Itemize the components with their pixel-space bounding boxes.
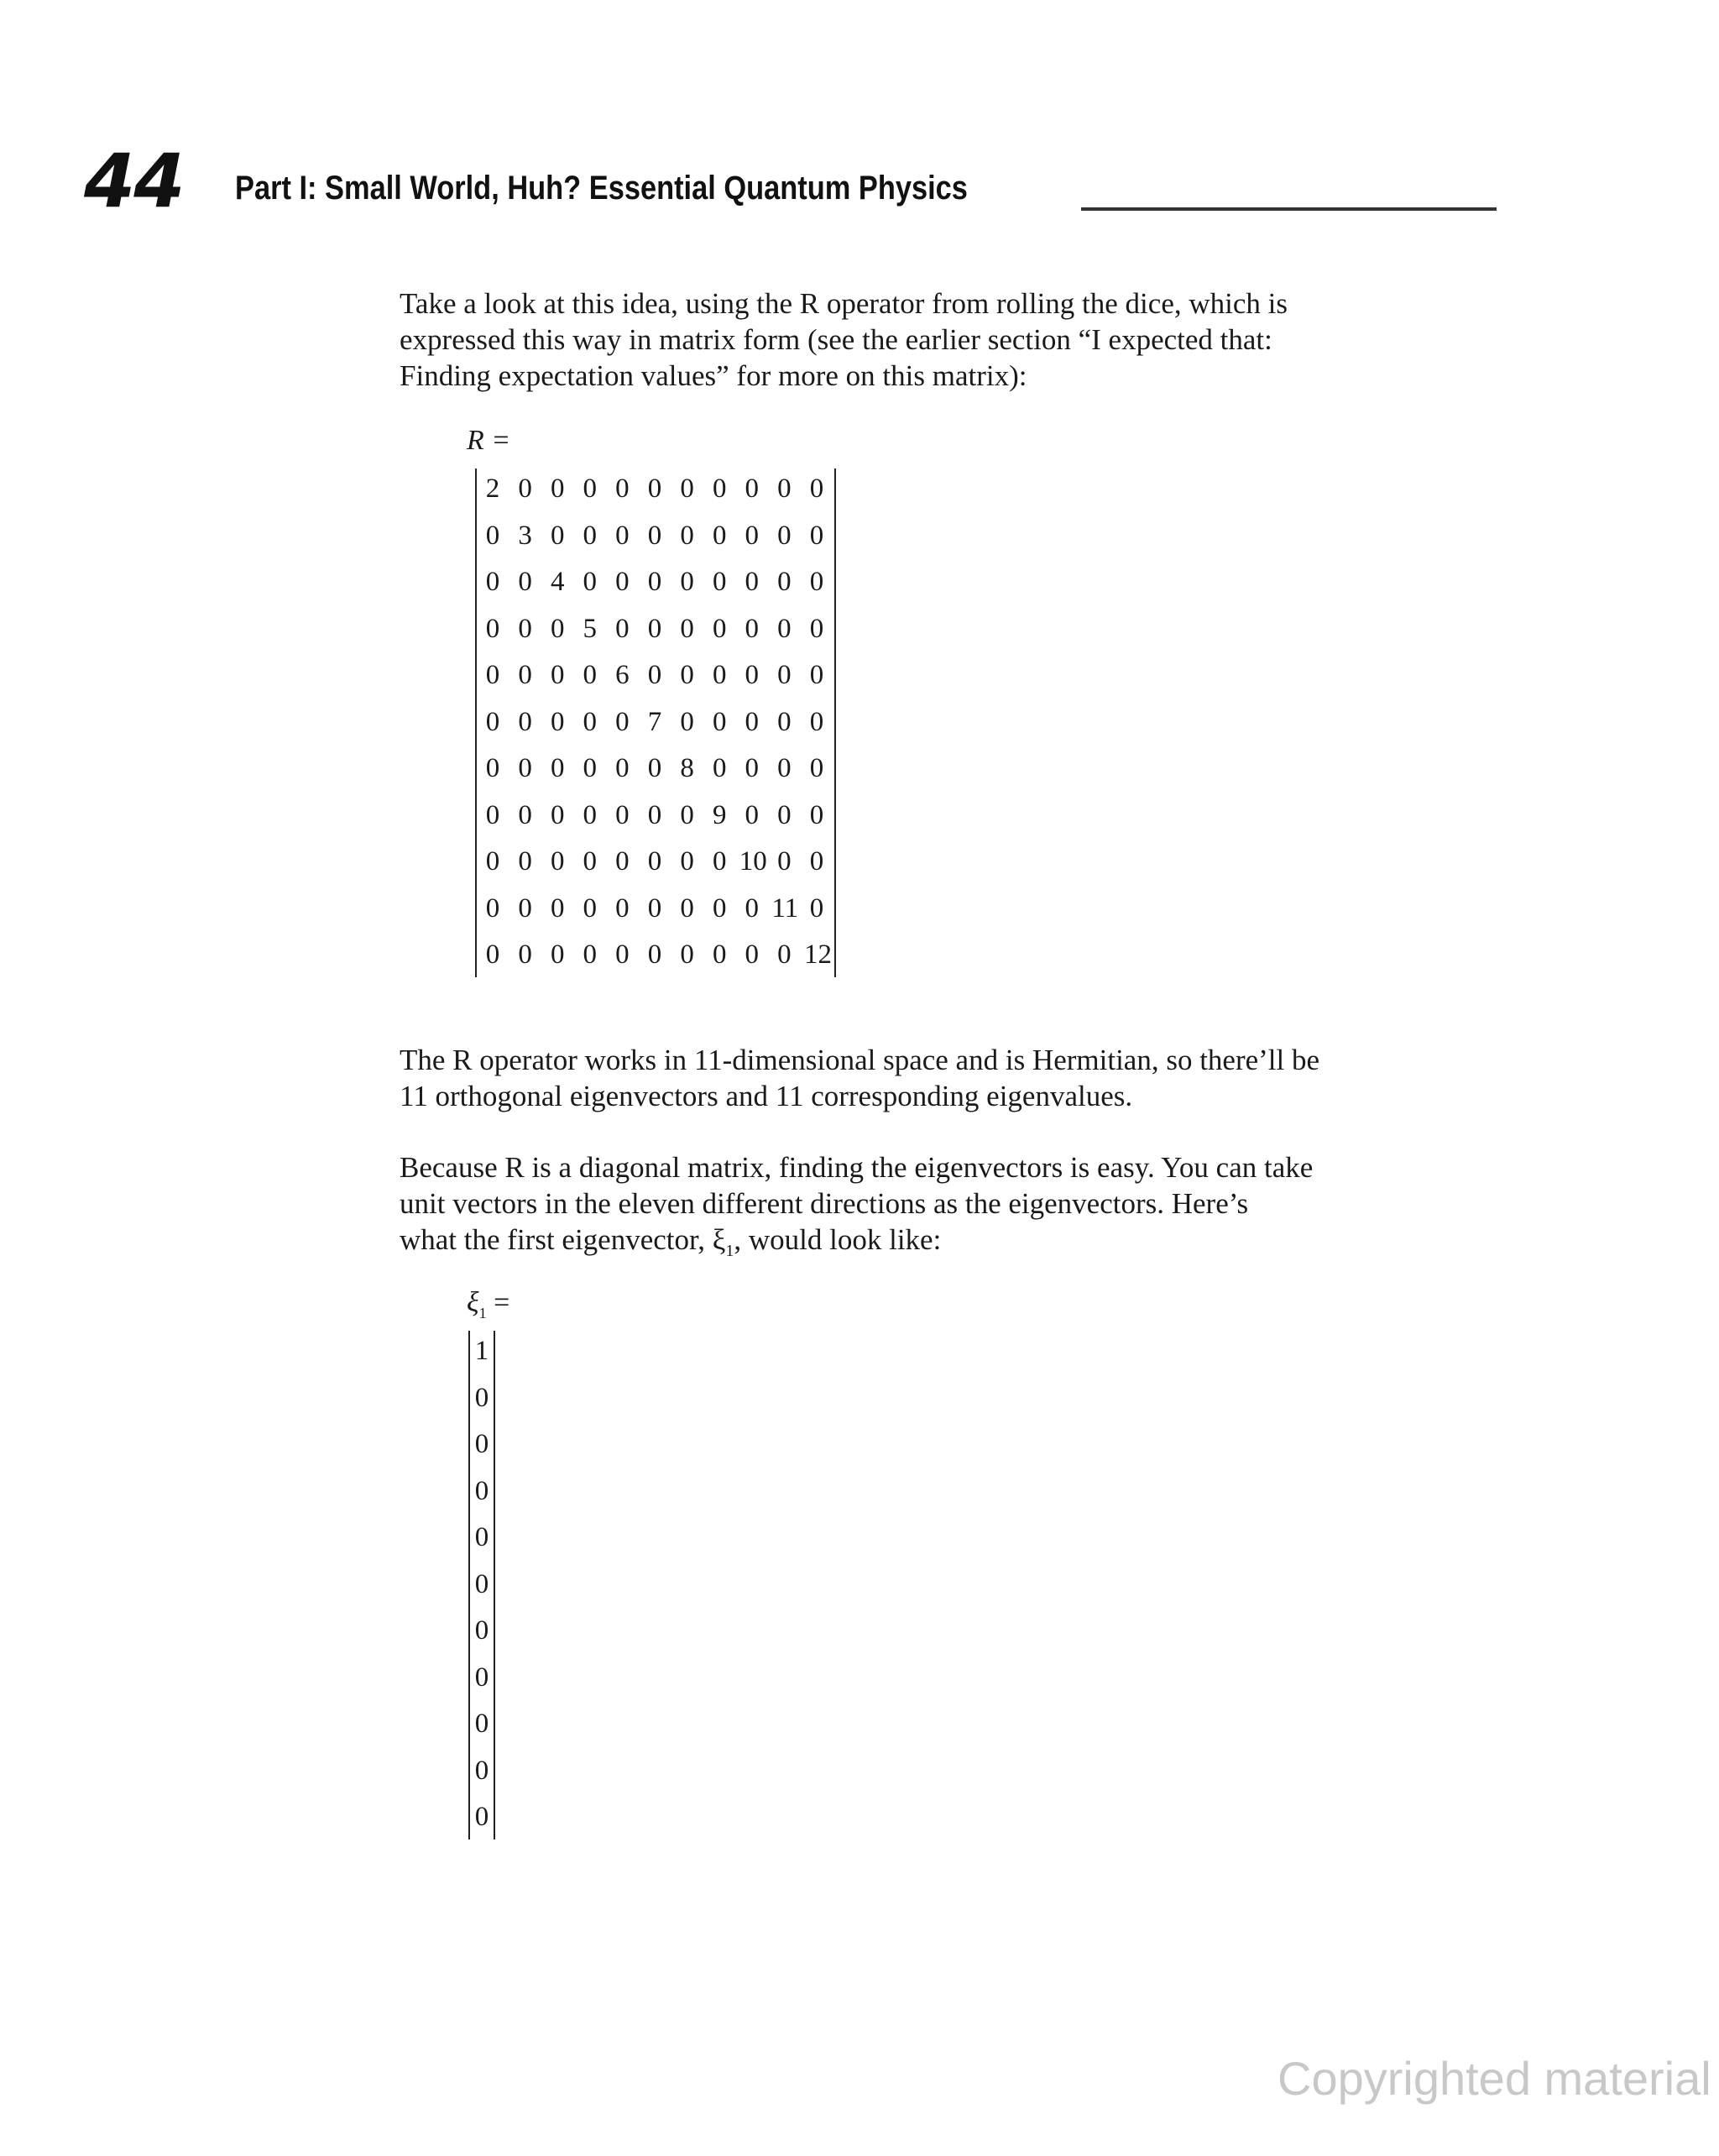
xi-subscript: 1 bbox=[478, 1304, 487, 1321]
matrix-cell: 0 bbox=[745, 613, 760, 644]
matrix-cell: 0 bbox=[485, 660, 500, 690]
matrix-cell: 0 bbox=[615, 939, 630, 970]
vector-cell: 0 bbox=[474, 1475, 489, 1506]
line-text: what the first eigenvector, bbox=[400, 1223, 713, 1256]
intro-paragraph bbox=[400, 285, 1501, 394]
matrix-cell: 0 bbox=[680, 846, 694, 877]
matrix-cell: 0 bbox=[745, 660, 760, 690]
matrix-cell: 0 bbox=[518, 753, 532, 783]
matrix-cell: 0 bbox=[745, 799, 760, 830]
paragraph-line: Because R is a diagonal matrix, finding the eigenvectors is easy. You can take bbox=[400, 1151, 1314, 1184]
matrix-cell: 0 bbox=[615, 520, 630, 551]
matrix-cell: 0 bbox=[712, 753, 727, 783]
vector-cell: 0 bbox=[474, 1802, 489, 1832]
matrix-cell: 0 bbox=[518, 660, 532, 690]
xi-subscript: 1 bbox=[725, 1242, 734, 1260]
matrix-row bbox=[477, 892, 834, 925]
matrix-cell: 0 bbox=[518, 474, 532, 504]
matrix-cell: 0 bbox=[615, 613, 630, 644]
header-rule bbox=[1081, 207, 1497, 211]
matrix-cell: 0 bbox=[615, 753, 630, 783]
vector-cell: 0 bbox=[474, 1429, 489, 1459]
matrix-row bbox=[477, 798, 834, 832]
matrix-cell: 0 bbox=[809, 706, 824, 737]
matrix-cell: 0 bbox=[647, 799, 662, 830]
matrix-cell: 0 bbox=[518, 846, 532, 877]
matrix-cell: 0 bbox=[647, 660, 662, 690]
matrix-cell: 0 bbox=[550, 474, 565, 504]
matrix-cell: 0 bbox=[485, 613, 500, 644]
matrix-row bbox=[477, 938, 834, 971]
vector-label bbox=[467, 1289, 509, 1321]
matrix-cell: 0 bbox=[485, 520, 500, 551]
equals-sign: = bbox=[486, 1287, 510, 1318]
matrix-cell: 0 bbox=[809, 660, 824, 690]
matrix-cell: 0 bbox=[485, 753, 500, 783]
matrix-cell: 0 bbox=[518, 567, 532, 597]
matrix-cell: 0 bbox=[712, 567, 727, 597]
matrix-cell: 0 bbox=[518, 799, 532, 830]
matrix-cell: 0 bbox=[745, 892, 760, 924]
matrix-cell: 0 bbox=[745, 567, 760, 597]
matrix-cell: 0 bbox=[680, 706, 694, 737]
matrix-cell: 0 bbox=[680, 474, 694, 504]
matrix-cell: 0 bbox=[777, 706, 792, 737]
matrix-row bbox=[477, 658, 834, 692]
matrix-cell: 0 bbox=[583, 706, 598, 737]
matrix-cell: 0 bbox=[777, 613, 792, 644]
matrix-cell: 0 bbox=[550, 613, 565, 644]
matrix-cell: 0 bbox=[550, 939, 565, 970]
paragraph-line: Finding expectation values” for more on this matrix): bbox=[400, 359, 1027, 392]
matrix-cell: 0 bbox=[485, 846, 500, 877]
matrix-cell: 0 bbox=[712, 706, 727, 737]
matrix-cell: 0 bbox=[550, 753, 565, 783]
matrix-row bbox=[477, 472, 834, 505]
matrix-cell: 2 bbox=[485, 474, 500, 504]
matrix-cell: 3 bbox=[518, 520, 532, 551]
matrix-cell: 0 bbox=[680, 892, 694, 924]
matrix-cell: 0 bbox=[777, 474, 792, 504]
matrix-cell: 0 bbox=[615, 567, 630, 597]
matrix-cell: 0 bbox=[647, 939, 662, 970]
matrix-cell: 0 bbox=[809, 753, 824, 783]
matrix-cell: 5 bbox=[583, 613, 598, 644]
matrix-row bbox=[477, 612, 834, 646]
matrix-cell: 0 bbox=[485, 799, 500, 830]
matrix-cell: 0 bbox=[583, 753, 598, 783]
matrix-cell: 0 bbox=[485, 939, 500, 970]
hermitian-paragraph bbox=[400, 1042, 1501, 1114]
matrix-cell: 0 bbox=[583, 520, 598, 551]
matrix-cell: 0 bbox=[809, 613, 824, 644]
matrix-cell: 0 bbox=[712, 474, 727, 504]
vector-cell: 0 bbox=[474, 1709, 489, 1739]
matrix-cell: 0 bbox=[550, 706, 565, 737]
matrix-cell: 0 bbox=[777, 753, 792, 783]
matrix-cell: 0 bbox=[583, 474, 598, 504]
matrix-cell: 0 bbox=[809, 474, 824, 504]
matrix-cell: 11 bbox=[771, 892, 799, 924]
matrix-cell: 0 bbox=[777, 799, 792, 830]
matrix-label-text: R = bbox=[467, 425, 511, 456]
xi-symbol: ξ bbox=[712, 1223, 726, 1256]
xi-symbol: ξ bbox=[467, 1287, 479, 1318]
matrix-cell: 9 bbox=[712, 799, 727, 830]
matrix-cell: 0 bbox=[615, 474, 630, 504]
matrix-cell: 0 bbox=[485, 706, 500, 737]
matrix-cell: 0 bbox=[712, 660, 727, 690]
running-head: Part I: Small World, Huh? Essential Quantum Physics bbox=[235, 170, 968, 207]
matrix-cell: 0 bbox=[647, 892, 662, 924]
matrix-row bbox=[477, 705, 834, 739]
paragraph-line: 11 orthogonal eigenvectors and 11 corresponding eigenvalues. bbox=[400, 1080, 1133, 1112]
matrix-label bbox=[467, 426, 510, 455]
vector-cell: 0 bbox=[474, 1755, 489, 1786]
vector-cell: 0 bbox=[474, 1382, 489, 1413]
matrix-cell: 0 bbox=[615, 706, 630, 737]
matrix-cell: 0 bbox=[745, 474, 760, 504]
matrix-cell: 0 bbox=[777, 846, 792, 877]
matrix-cell: 0 bbox=[712, 939, 727, 970]
vector-cell: 0 bbox=[474, 1522, 489, 1552]
matrix-cell: 0 bbox=[745, 520, 760, 551]
r-operator-matrix bbox=[475, 468, 836, 977]
matrix-cell: 0 bbox=[550, 660, 565, 690]
matrix-cell: 6 bbox=[615, 660, 630, 690]
matrix-cell: 0 bbox=[647, 613, 662, 644]
matrix-cell: 0 bbox=[809, 520, 824, 551]
matrix-cell: 0 bbox=[680, 939, 694, 970]
matrix-cell: 0 bbox=[518, 892, 532, 924]
matrix-cell: 0 bbox=[583, 567, 598, 597]
matrix-cell: 0 bbox=[712, 846, 727, 877]
copyright-watermark: Copyrighted material bbox=[1277, 2052, 1711, 2105]
matrix-cell: 0 bbox=[518, 613, 532, 644]
matrix-cell: 0 bbox=[550, 846, 565, 877]
matrix-cell: 0 bbox=[647, 520, 662, 551]
matrix-cell: 0 bbox=[680, 613, 694, 644]
matrix-cell: 0 bbox=[680, 799, 694, 830]
matrix-cell: 0 bbox=[745, 753, 760, 783]
eigenvector-paragraph bbox=[400, 1149, 1501, 1269]
vector-cell: 1 bbox=[474, 1336, 489, 1366]
matrix-cell: 0 bbox=[615, 846, 630, 877]
matrix-cell: 0 bbox=[680, 567, 694, 597]
vector-cell: 0 bbox=[474, 1568, 489, 1599]
matrix-cell: 4 bbox=[550, 567, 565, 597]
matrix-cell: 0 bbox=[583, 799, 598, 830]
matrix-cell: 0 bbox=[809, 567, 824, 597]
matrix-cell: 0 bbox=[647, 846, 662, 877]
matrix-cell: 12 bbox=[804, 939, 832, 970]
matrix-cell: 0 bbox=[583, 939, 598, 970]
matrix-cell: 0 bbox=[550, 799, 565, 830]
matrix-cell: 0 bbox=[550, 520, 565, 551]
matrix-cell: 0 bbox=[647, 567, 662, 597]
matrix-cell: 0 bbox=[518, 939, 532, 970]
matrix-cell: 0 bbox=[680, 520, 694, 551]
matrix-cell: 0 bbox=[777, 939, 792, 970]
matrix-cell: 8 bbox=[680, 753, 694, 783]
vector-cell: 0 bbox=[474, 1615, 489, 1646]
paragraph-line: unit vectors in the eleven different directions as the eigenvectors. Here’s bbox=[400, 1187, 1249, 1220]
eigenvector-column bbox=[468, 1331, 495, 1839]
matrix-cell: 0 bbox=[583, 892, 598, 924]
matrix-row bbox=[477, 519, 834, 552]
matrix-cell: 10 bbox=[739, 846, 767, 877]
page-number: 44 bbox=[84, 138, 184, 224]
matrix-cell: 7 bbox=[647, 706, 662, 737]
matrix-cell: 0 bbox=[647, 753, 662, 783]
matrix-cell: 0 bbox=[647, 474, 662, 504]
paragraph-line bbox=[400, 1222, 1501, 1269]
matrix-cell: 0 bbox=[777, 520, 792, 551]
paragraph-line: expressed this way in matrix form (see the earlier section “I expected that: bbox=[400, 323, 1272, 356]
matrix-cell: 0 bbox=[680, 660, 694, 690]
matrix-cell: 0 bbox=[712, 520, 727, 551]
matrix-cell: 0 bbox=[615, 799, 630, 830]
matrix-cell: 0 bbox=[518, 706, 532, 737]
matrix-cell: 0 bbox=[712, 613, 727, 644]
matrix-cell: 0 bbox=[745, 706, 760, 737]
vector-cell: 0 bbox=[474, 1661, 489, 1693]
matrix-cell: 0 bbox=[485, 892, 500, 924]
matrix-cell: 0 bbox=[745, 939, 760, 970]
matrix-cell: 0 bbox=[712, 892, 727, 924]
matrix-row bbox=[477, 565, 834, 599]
matrix-cell: 0 bbox=[583, 660, 598, 690]
line-text: , would look like: bbox=[734, 1223, 942, 1256]
matrix-cell: 0 bbox=[777, 567, 792, 597]
matrix-row bbox=[477, 751, 834, 785]
matrix-cell: 0 bbox=[615, 892, 630, 924]
matrix-cell: 0 bbox=[550, 892, 565, 924]
paragraph-line: The R operator works in 11-dimensional space and is Hermitian, so there’ll be bbox=[400, 1044, 1320, 1076]
matrix-cell: 0 bbox=[777, 660, 792, 690]
matrix-row bbox=[477, 845, 834, 878]
matrix-cell: 0 bbox=[809, 846, 824, 877]
matrix-cell: 0 bbox=[809, 892, 824, 924]
matrix-cell: 0 bbox=[485, 567, 500, 597]
paragraph-line: Take a look at this idea, using the R operator from rolling the dice, which is bbox=[400, 287, 1288, 320]
matrix-cell: 0 bbox=[809, 799, 824, 830]
matrix-cell: 0 bbox=[583, 846, 598, 877]
